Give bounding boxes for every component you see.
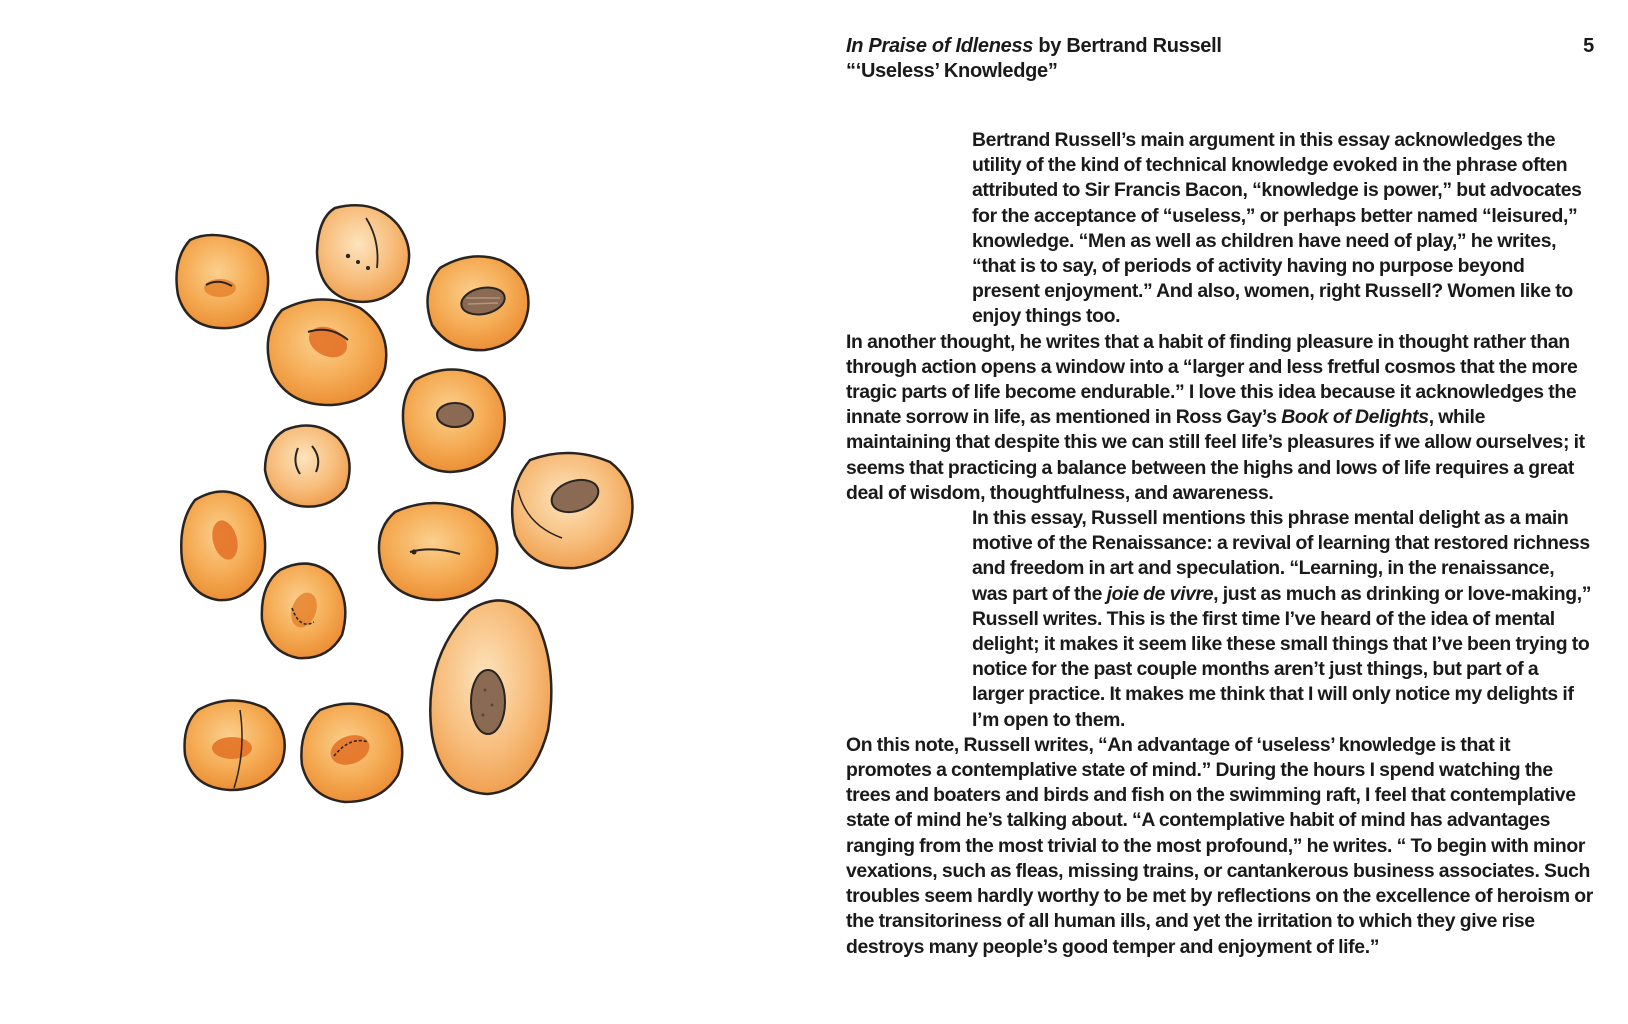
paragraph-2-text-b: , while maintaining that despite this we can still feel life’s pleasures if we allow ourselves; it seems that practicing a balance between the highs and lows of life requires a great deal of wisdom, thoughtfulness, and awareness. [846, 406, 1585, 504]
apricot-half-13 [301, 704, 402, 802]
page-header [846, 34, 1594, 84]
apricot-pit-11 [430, 600, 551, 794]
apricot-illustration [170, 190, 650, 840]
paragraph-3-phrase: joie de vivre [1106, 582, 1214, 605]
paragraph-1 [846, 128, 1594, 330]
essay-body [846, 128, 1594, 960]
paragraph-4 [846, 733, 1594, 960]
apricot-half-10 [262, 564, 346, 659]
apricot-whole-6 [265, 426, 350, 507]
paragraph-2-book-title: Book of Delights [1281, 406, 1429, 429]
apricot-pit-3 [428, 256, 529, 350]
book-title-line [846, 34, 1594, 59]
paragraph-1-text: Bertrand Russell’s main argument in this essay acknowledges the utility of the kind of technical knowledge evoked in the phrase often attributed to Sir Francis Bacon, “knowledge is power,” but advocates for the acceptance of “useless,” or perhaps better named “leisured,” knowledge. “Men as well as children have need of play,” he writes, “that is to say, of periods of activity having no purpose beyond present enjoyment.” And also, women, right Russell? Women like to enjoy things too. [972, 129, 1582, 328]
apricot-half-12 [185, 700, 285, 790]
apricot-whole-2 [317, 205, 409, 302]
paragraph-2 [846, 330, 1594, 506]
apricot-half-4 [268, 299, 386, 405]
apricot-whole-9 [379, 503, 497, 600]
paragraph-3-text-a: In this essay, Russell mentions this phrase mental delight as a main motive of the Renaissance: a revival of learning that restored richness and freedom in art and speculation. “Learning, in the renaissance, was part of the [972, 507, 1590, 605]
paragraph-4-text: On this note, Russell writes, “An advantage of ‘useless’ knowledge is that it promotes a contemplative state of mind.” During the hours I spend watching the trees and boaters and birds and fish on the swimming raft, I feel that contemplative state of mind he’s talking about. “A contemplative habit of mind has advantages ranging from the most trivial to the most profound,” he writes. “ To begin with minor vexations, such as fleas, missing trains, or cantankerous business associates. Such troubles seem hardly worthy to be met by reflections on the excellence of heroism or the transitoriness of all human ills, and yet the irritation to which they give rise destroys many people’s good temper and enjoyment of life.” [846, 733, 1593, 958]
page-number: 5 [1583, 35, 1594, 57]
apricot-pit-5 [403, 369, 505, 472]
apricot-pit-7 [512, 453, 632, 568]
apricots-drawing [170, 190, 650, 840]
book-title: In Praise of Idleness [846, 35, 1034, 57]
essay-title: “‘Useless’ Knowledge” [846, 60, 1058, 82]
apricot-half-1 [177, 235, 269, 328]
apricot-half-8 [181, 491, 265, 600]
paragraph-3-text-b: , just as much as drinking or love-making,” Russell writes. This is the first time I’ve heard of the idea of mental delight; it makes it seem like these small things that I’ve been trying to notice for the past couple months aren’t just things, but part of a larger practice. It makes me think that I will only notice my delights if I’m open to them. [972, 582, 1592, 731]
book-author: by Bertrand Russell [1033, 35, 1222, 57]
paragraph-3 [846, 506, 1594, 733]
paragraph-2-text-a: In another thought, he writes that a habit of finding pleasure in thought rather than through action opens a window into a “larger and less fretful cosmos that the more tragic parts of life become endurable.” I love this idea because it acknowledges the innate sorrow in life, as mentioned in Ross Gay’s [846, 330, 1578, 429]
